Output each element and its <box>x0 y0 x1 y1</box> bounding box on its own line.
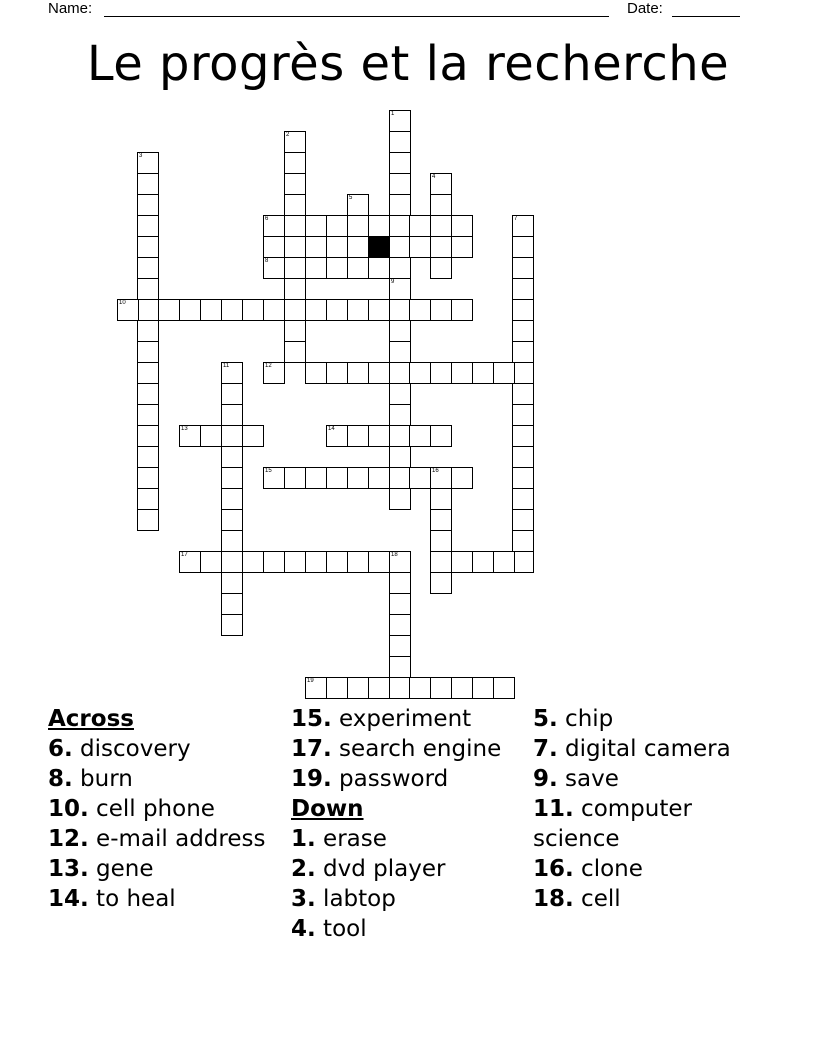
clue-item <box>48 824 278 854</box>
crossword-cell[interactable] <box>430 509 452 531</box>
clue-number-12: 12 <box>265 363 272 369</box>
crossword-cell[interactable] <box>389 131 411 153</box>
crossword-cell[interactable] <box>137 446 159 468</box>
crossword-cell[interactable] <box>409 236 431 258</box>
crossword-cell[interactable] <box>512 551 534 573</box>
crossword-cell[interactable] <box>305 236 327 258</box>
crossword-cell[interactable] <box>430 551 452 573</box>
crossword-cell[interactable] <box>305 257 327 279</box>
crossword-cell[interactable] <box>512 425 534 447</box>
crossword-cell[interactable] <box>305 467 327 489</box>
crossword-cell[interactable] <box>242 425 264 447</box>
crossword-cell[interactable] <box>451 215 473 237</box>
crossword-cell[interactable] <box>284 299 306 321</box>
clue-item <box>48 884 278 914</box>
crossword-cell[interactable] <box>305 215 327 237</box>
crossword-cell[interactable] <box>409 215 431 237</box>
crossword-cell[interactable] <box>137 194 159 216</box>
clue-item-text: cell <box>573 886 621 912</box>
crossword-cell[interactable] <box>242 299 264 321</box>
crossword-cell[interactable] <box>430 236 452 258</box>
crossword-cell[interactable] <box>430 425 452 447</box>
crossword-cell[interactable] <box>389 425 411 447</box>
crossword-cell[interactable] <box>347 236 369 258</box>
crossword-cell[interactable] <box>512 509 534 531</box>
crossword-cell[interactable] <box>389 572 411 594</box>
clue-item-number: 7. <box>533 736 558 762</box>
crossword-cell[interactable] <box>284 278 306 300</box>
crossword-cell[interactable] <box>512 383 534 405</box>
clue-item-text: cell phone <box>88 796 215 822</box>
clue-item-text: computer science <box>533 796 692 852</box>
crossword-cell[interactable] <box>430 530 452 552</box>
clue-item-number: 8. <box>48 766 73 792</box>
clue-item <box>48 734 278 764</box>
clue-number-15: 15 <box>265 468 272 474</box>
crossword-cell[interactable] <box>451 677 473 699</box>
crossword-cell[interactable] <box>221 551 243 573</box>
crossword-cell[interactable] <box>326 551 348 573</box>
crossword-cell[interactable] <box>221 593 243 615</box>
clue-item-text: to heal <box>88 886 176 912</box>
clue-number-1: 1 <box>391 111 395 117</box>
crossword-cell[interactable] <box>368 257 390 279</box>
crossword-cell[interactable] <box>137 299 159 321</box>
crossword-cell[interactable] <box>305 551 327 573</box>
clue-number-8: 8 <box>265 258 269 264</box>
clue-item-text: tool <box>315 916 367 942</box>
crossword-cell[interactable] <box>137 278 159 300</box>
crossword-cell[interactable] <box>472 551 494 573</box>
crossword-cell[interactable] <box>137 173 159 195</box>
crossword-cell[interactable] <box>451 467 473 489</box>
clue-item-number: 16. <box>533 856 574 882</box>
crossword-cell[interactable] <box>389 383 411 405</box>
clues-heading-down: Down <box>291 796 364 822</box>
crossword-cell[interactable] <box>284 551 306 573</box>
clue-item-number: 14. <box>48 886 89 912</box>
crossword-cell[interactable] <box>512 488 534 510</box>
crossword-cell[interactable] <box>137 404 159 426</box>
clue-item <box>48 794 278 824</box>
crossword-cell[interactable] <box>200 299 222 321</box>
crossword-cell[interactable] <box>389 152 411 174</box>
crossword-cell[interactable] <box>137 236 159 258</box>
clue-item-text: discovery <box>72 736 191 762</box>
crossword-cell[interactable] <box>221 530 243 552</box>
clue-item-number: 19. <box>291 766 332 792</box>
crossword-cell[interactable] <box>221 404 243 426</box>
crossword-cell[interactable] <box>409 362 431 384</box>
crossword-cell[interactable] <box>512 362 534 384</box>
clue-number-10: 10 <box>119 300 126 306</box>
crossword-cell[interactable] <box>326 215 348 237</box>
clue-item-text: search engine <box>331 736 502 762</box>
crossword-cell[interactable] <box>451 362 473 384</box>
clue-item-number: 13. <box>48 856 89 882</box>
clue-number-9: 9 <box>391 279 395 285</box>
crossword-cell[interactable] <box>221 572 243 594</box>
crossword-cell[interactable] <box>493 551 515 573</box>
clues-column-3 <box>533 704 763 914</box>
clue-item <box>533 764 763 794</box>
crossword-cell[interactable] <box>347 425 369 447</box>
crossword-cell[interactable] <box>326 236 348 258</box>
crossword-cell[interactable] <box>430 257 452 279</box>
crossword-cell[interactable] <box>284 236 306 258</box>
crossword-cell[interactable] <box>284 215 306 237</box>
clue-item-text: e-mail address <box>88 826 266 852</box>
crossword-cell[interactable] <box>200 425 222 447</box>
crossword-cell[interactable] <box>284 467 306 489</box>
clue-item <box>48 854 278 884</box>
clue-item-number: 18. <box>533 886 574 912</box>
crossword-cell[interactable] <box>284 194 306 216</box>
crossword-cell[interactable] <box>389 635 411 657</box>
crossword-cell[interactable] <box>221 383 243 405</box>
crossword-cell[interactable] <box>137 257 159 279</box>
clues-column-1 <box>48 704 278 914</box>
clue-number-16: 16 <box>432 468 439 474</box>
crossword-cell[interactable] <box>368 215 390 237</box>
clue-item-text: labtop <box>315 886 396 912</box>
clue-item <box>291 704 521 734</box>
clue-item-number: 10. <box>48 796 89 822</box>
crossword-cell[interactable] <box>221 467 243 489</box>
crossword-cell[interactable] <box>347 299 369 321</box>
crossword-cell[interactable] <box>137 509 159 531</box>
name-label: Name: <box>48 0 93 17</box>
clue-item-number: 4. <box>291 916 316 942</box>
clue-item-text: burn <box>72 766 133 792</box>
crossword-cell[interactable] <box>284 320 306 342</box>
crossword-cell[interactable] <box>389 614 411 636</box>
crossword-cell[interactable] <box>389 656 411 678</box>
clue-number-18: 18 <box>391 552 398 558</box>
crossword-cell[interactable] <box>512 299 534 321</box>
crossword-cell[interactable] <box>389 677 411 699</box>
crossword-cell[interactable] <box>430 572 452 594</box>
crossword-cell[interactable] <box>137 362 159 384</box>
crossword-cell[interactable] <box>512 341 534 363</box>
crossword-cell[interactable] <box>389 467 411 489</box>
clue-item-text: gene <box>88 856 154 882</box>
crossword-cell[interactable] <box>137 215 159 237</box>
crossword-cell[interactable] <box>493 362 515 384</box>
crossword-cell[interactable] <box>221 446 243 468</box>
crossword-cell[interactable] <box>221 299 243 321</box>
crossword-cell[interactable] <box>305 299 327 321</box>
crossword-cell[interactable] <box>347 362 369 384</box>
crossword-cell[interactable] <box>493 677 515 699</box>
crossword-cell[interactable] <box>451 236 473 258</box>
clue-item-text: password <box>331 766 449 792</box>
crossword-cell[interactable] <box>430 488 452 510</box>
crossword-cell[interactable] <box>389 215 411 237</box>
clues-heading-across: Across <box>48 706 134 732</box>
crossword-cell[interactable] <box>389 173 411 195</box>
page-title: Le progrès et la recherche <box>86 36 730 92</box>
clue-item-text: erase <box>315 826 387 852</box>
crossword-cell[interactable] <box>409 467 431 489</box>
crossword-cell[interactable] <box>179 299 201 321</box>
clue-item-number: 5. <box>533 706 558 732</box>
crossword-cell[interactable] <box>347 677 369 699</box>
crossword-cell[interactable] <box>347 551 369 573</box>
crossword-cell[interactable] <box>263 551 285 573</box>
clue-item <box>533 854 763 884</box>
crossword-black-cell <box>368 236 390 258</box>
clue-item-text: chip <box>557 706 614 732</box>
clue-item-number: 11. <box>533 796 574 822</box>
crossword-cell[interactable] <box>284 173 306 195</box>
clue-number-13: 13 <box>181 426 188 432</box>
clue-item-number: 9. <box>533 766 558 792</box>
clue-item-number: 1. <box>291 826 316 852</box>
clue-number-17: 17 <box>181 552 188 558</box>
clue-number-2: 2 <box>286 132 290 138</box>
crossword-cell[interactable] <box>451 299 473 321</box>
clue-item-number: 12. <box>48 826 89 852</box>
clue-item <box>48 764 278 794</box>
crossword-cell[interactable] <box>326 677 348 699</box>
crossword-cell[interactable] <box>430 194 452 216</box>
clue-number-7: 7 <box>514 216 518 222</box>
clue-item <box>291 914 521 944</box>
clue-item <box>291 764 521 794</box>
crossword-cell[interactable] <box>409 425 431 447</box>
crossword-cell[interactable] <box>221 509 243 531</box>
crossword-cell[interactable] <box>389 236 411 258</box>
crossword-cell[interactable] <box>368 677 390 699</box>
clue-item-number: 6. <box>48 736 73 762</box>
clue-number-3: 3 <box>139 153 143 159</box>
clue-item-text: clone <box>573 856 643 882</box>
crossword-cell[interactable] <box>326 299 348 321</box>
clue-item-text: digital camera <box>557 736 731 762</box>
clue-item <box>533 884 763 914</box>
crossword-cell[interactable] <box>430 362 452 384</box>
clue-item-text: save <box>557 766 619 792</box>
crossword-cell[interactable] <box>347 467 369 489</box>
crossword-cell[interactable] <box>512 404 534 426</box>
clue-item-number: 2. <box>291 856 316 882</box>
crossword-cell[interactable] <box>430 299 452 321</box>
crossword-cell[interactable] <box>326 362 348 384</box>
crossword-cell[interactable] <box>347 215 369 237</box>
crossword-cell[interactable] <box>512 446 534 468</box>
clue-item <box>291 854 521 884</box>
clue-item <box>291 884 521 914</box>
crossword-cell[interactable] <box>389 488 411 510</box>
clues-column-2 <box>291 704 521 944</box>
crossword-cell[interactable] <box>430 215 452 237</box>
crossword-cell[interactable] <box>512 236 534 258</box>
crossword-cell[interactable] <box>389 299 411 321</box>
crossword-cell[interactable] <box>368 362 390 384</box>
crossword-cell[interactable] <box>305 362 327 384</box>
crossword-cell[interactable] <box>221 488 243 510</box>
clue-number-4: 4 <box>432 174 436 180</box>
clue-item-number: 17. <box>291 736 332 762</box>
clue-item-number: 15. <box>291 706 332 732</box>
clue-item <box>533 734 763 764</box>
crossword-cell[interactable] <box>512 467 534 489</box>
crossword-cell[interactable] <box>137 383 159 405</box>
crossword-cell[interactable] <box>389 194 411 216</box>
crossword-cell[interactable] <box>512 257 534 279</box>
crossword-cell[interactable] <box>368 551 390 573</box>
crossword-cell[interactable] <box>221 614 243 636</box>
clue-number-5: 5 <box>349 195 353 201</box>
crossword-cell[interactable] <box>284 341 306 363</box>
crossword-cell[interactable] <box>221 425 243 447</box>
crossword-cell[interactable] <box>242 551 264 573</box>
crossword-cell[interactable] <box>368 425 390 447</box>
crossword-cell[interactable] <box>158 299 180 321</box>
crossword-cell[interactable] <box>137 341 159 363</box>
crossword-cell[interactable] <box>451 551 473 573</box>
crossword-cell[interactable] <box>409 299 431 321</box>
crossword-cell[interactable] <box>409 677 431 699</box>
clue-item-text: experiment <box>331 706 472 732</box>
crossword-cell[interactable] <box>137 488 159 510</box>
crossword-cell[interactable] <box>326 257 348 279</box>
date-label: Date: <box>627 0 663 17</box>
crossword-cell[interactable] <box>263 236 285 258</box>
crossword-cell[interactable] <box>472 677 494 699</box>
clue-item <box>533 704 763 734</box>
crossword-cell[interactable] <box>137 425 159 447</box>
clue-item <box>291 734 521 764</box>
crossword-cell[interactable] <box>512 278 534 300</box>
clue-item <box>533 794 763 854</box>
clue-number-14: 14 <box>328 426 335 432</box>
crossword-cell[interactable] <box>389 446 411 468</box>
clue-number-6: 6 <box>265 216 269 222</box>
clue-item-text: dvd player <box>315 856 446 882</box>
crossword-cell[interactable] <box>430 677 452 699</box>
crossword-cell[interactable] <box>512 320 534 342</box>
crossword-cell[interactable] <box>512 530 534 552</box>
crossword-cell[interactable] <box>389 362 411 384</box>
crossword-cell[interactable] <box>137 320 159 342</box>
crossword-cell[interactable] <box>200 551 222 573</box>
crossword-cell[interactable] <box>389 257 411 279</box>
crossword-cell[interactable] <box>347 257 369 279</box>
crossword-cell[interactable] <box>472 362 494 384</box>
crossword-cell[interactable] <box>368 467 390 489</box>
crossword-cell[interactable] <box>389 320 411 342</box>
crossword-cell[interactable] <box>389 404 411 426</box>
clue-item-number: 3. <box>291 886 316 912</box>
crossword-cell[interactable] <box>326 467 348 489</box>
crossword-cell[interactable] <box>263 299 285 321</box>
clue-item <box>291 824 521 854</box>
clue-number-11: 11 <box>223 363 230 369</box>
crossword-cell[interactable] <box>389 593 411 615</box>
clue-number-19: 19 <box>307 678 314 684</box>
crossword-cell[interactable] <box>368 299 390 321</box>
crossword-cell[interactable] <box>389 341 411 363</box>
crossword-cell[interactable] <box>137 467 159 489</box>
crossword-cell[interactable] <box>284 257 306 279</box>
crossword-cell[interactable] <box>284 152 306 174</box>
